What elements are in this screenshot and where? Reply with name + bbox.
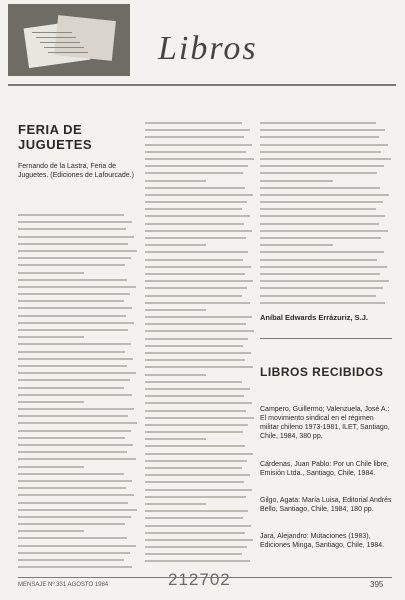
page-number: 395 bbox=[370, 580, 384, 589]
text-line bbox=[145, 273, 245, 275]
text-line bbox=[145, 266, 251, 268]
text-line bbox=[145, 510, 248, 512]
text-line bbox=[145, 259, 243, 261]
text-line bbox=[145, 410, 246, 412]
text-line bbox=[145, 388, 250, 390]
book-entry: Gilgo, Agata: María Luisa, Editorial Andrés Bello, Santiago, Chile, 1984, 180 pp. bbox=[260, 497, 392, 513]
text-line bbox=[145, 560, 250, 562]
text-line bbox=[145, 215, 250, 217]
text-line bbox=[18, 566, 132, 568]
text-line bbox=[18, 466, 84, 468]
text-line bbox=[145, 295, 242, 297]
text-line bbox=[18, 480, 132, 482]
text-line bbox=[145, 496, 246, 498]
decor-line bbox=[44, 47, 84, 48]
text-line bbox=[18, 286, 136, 288]
text-line bbox=[18, 351, 125, 353]
text-line bbox=[145, 431, 243, 433]
article-credit: Fernando de la Lastra, Feria de Juguetes. (Ediciones de Lafourcade.) bbox=[18, 163, 134, 179]
text-line bbox=[145, 158, 254, 160]
text-line bbox=[145, 395, 244, 397]
text-line bbox=[145, 445, 245, 447]
text-line bbox=[145, 208, 242, 210]
text-line bbox=[260, 280, 389, 282]
text-line bbox=[145, 280, 253, 282]
decor-line bbox=[48, 52, 88, 53]
text-line bbox=[145, 481, 244, 483]
text-line bbox=[18, 236, 134, 238]
text-line bbox=[18, 329, 128, 331]
text-line bbox=[145, 402, 252, 404]
text-line bbox=[260, 180, 333, 182]
text-line bbox=[145, 237, 246, 239]
footer-issue: MENSAJE Nº 331 AGOSTO 1984 bbox=[18, 582, 109, 588]
decor-line bbox=[40, 42, 80, 43]
text-line bbox=[145, 474, 250, 476]
article-column-3 bbox=[260, 122, 392, 309]
text-line bbox=[260, 201, 383, 203]
book-entry: Cárdenas, Juan Pablo: Por un Chile libre, Emisión Ltda., Santiago, Chile, 1984. bbox=[260, 461, 389, 477]
text-line bbox=[18, 372, 136, 374]
text-line bbox=[145, 172, 243, 174]
text-line bbox=[18, 422, 137, 424]
text-line bbox=[18, 552, 130, 554]
text-line bbox=[145, 323, 246, 325]
text-line bbox=[18, 379, 130, 381]
text-line bbox=[145, 359, 245, 361]
text-line bbox=[18, 228, 126, 230]
recibidos-title: LIBROS RECIBIDOS bbox=[260, 365, 384, 379]
text-line bbox=[260, 266, 387, 268]
text-line bbox=[18, 243, 128, 245]
section-title: Libros bbox=[158, 30, 258, 67]
text-line bbox=[145, 187, 245, 189]
text-line bbox=[18, 494, 134, 496]
text-line bbox=[145, 287, 247, 289]
text-line bbox=[18, 272, 84, 274]
text-line bbox=[145, 345, 243, 347]
text-line bbox=[145, 338, 248, 340]
text-line bbox=[18, 458, 136, 460]
text-line bbox=[18, 473, 124, 475]
text-line bbox=[18, 214, 124, 216]
text-line bbox=[145, 302, 250, 304]
text-line bbox=[18, 387, 124, 389]
text-line bbox=[260, 295, 376, 297]
text-line bbox=[18, 523, 125, 525]
text-line bbox=[145, 381, 242, 383]
text-line bbox=[260, 136, 379, 138]
text-line bbox=[145, 546, 247, 548]
text-line bbox=[145, 330, 254, 332]
text-line bbox=[145, 165, 248, 167]
book-shape bbox=[54, 15, 116, 61]
text-line bbox=[260, 208, 376, 210]
text-line bbox=[260, 302, 385, 304]
text-line bbox=[145, 122, 242, 124]
book-entry: Jara, Alejandro: Mutaciones (1983), Ediciones Minga, Santiago, Chile, 1984. bbox=[260, 533, 385, 549]
text-line bbox=[18, 336, 84, 338]
text-line bbox=[18, 516, 131, 518]
text-line bbox=[145, 129, 250, 131]
text-line bbox=[145, 467, 242, 469]
article-column-1 bbox=[18, 214, 138, 573]
text-line bbox=[18, 437, 125, 439]
text-line bbox=[145, 309, 206, 311]
header-books-image bbox=[8, 4, 130, 76]
text-line bbox=[260, 158, 391, 160]
text-line bbox=[145, 180, 206, 182]
text-line bbox=[145, 553, 242, 555]
text-line bbox=[18, 430, 131, 432]
text-line bbox=[18, 408, 134, 410]
text-line bbox=[145, 194, 253, 196]
text-line bbox=[145, 532, 245, 534]
text-line bbox=[18, 322, 134, 324]
text-line bbox=[145, 136, 244, 138]
text-line bbox=[145, 438, 206, 440]
text-line bbox=[145, 525, 251, 527]
text-line bbox=[260, 165, 384, 167]
text-line bbox=[18, 279, 127, 281]
text-line bbox=[18, 559, 124, 561]
text-line bbox=[260, 122, 376, 124]
text-line bbox=[260, 244, 333, 246]
text-line bbox=[145, 151, 246, 153]
text-line bbox=[260, 194, 389, 196]
text-line bbox=[260, 230, 388, 232]
text-line bbox=[145, 453, 253, 455]
article-column-2 bbox=[145, 122, 255, 568]
text-line bbox=[18, 530, 84, 532]
text-line bbox=[18, 221, 132, 223]
text-line bbox=[145, 223, 244, 225]
text-line bbox=[145, 503, 206, 505]
text-line bbox=[18, 315, 126, 317]
text-line bbox=[18, 444, 133, 446]
text-line bbox=[18, 394, 132, 396]
text-line bbox=[18, 257, 131, 259]
text-line bbox=[18, 300, 124, 302]
text-line bbox=[145, 424, 248, 426]
text-line bbox=[260, 129, 385, 131]
text-line bbox=[145, 374, 206, 376]
text-line bbox=[260, 151, 381, 153]
text-line bbox=[260, 223, 379, 225]
text-line bbox=[260, 287, 383, 289]
text-line bbox=[145, 251, 248, 253]
text-line bbox=[145, 366, 253, 368]
text-line bbox=[260, 215, 385, 217]
text-line bbox=[18, 487, 126, 489]
text-line bbox=[145, 539, 253, 541]
text-line bbox=[260, 172, 377, 174]
text-line bbox=[260, 237, 381, 239]
text-line bbox=[145, 316, 252, 318]
text-line bbox=[18, 401, 84, 403]
text-line bbox=[145, 230, 252, 232]
article-title: FERIA DE JUGUETES bbox=[18, 122, 93, 152]
text-line bbox=[145, 417, 254, 419]
text-line bbox=[18, 293, 130, 295]
text-line bbox=[18, 545, 136, 547]
text-line bbox=[18, 537, 127, 539]
text-line bbox=[145, 352, 251, 354]
text-line bbox=[18, 343, 131, 345]
decor-line bbox=[32, 32, 72, 33]
archive-stamp: 212702 bbox=[168, 570, 231, 589]
article-author: Aníbal Edwards Errázuriz, S.J. bbox=[260, 313, 368, 322]
text-line bbox=[145, 201, 247, 203]
text-line bbox=[18, 509, 137, 511]
text-line bbox=[260, 273, 380, 275]
book-entry: Campero, Guillermo; Valenzuela, José A.: El movimiento sindical en el régimen militar chileno 1973-1981, ILET, Santiago, Chile, 1984, 380 pp. bbox=[260, 406, 390, 440]
recibidos-rule bbox=[260, 338, 392, 339]
header-rule bbox=[8, 84, 396, 86]
text-line bbox=[18, 307, 132, 309]
text-line bbox=[18, 358, 133, 360]
text-line bbox=[260, 259, 377, 261]
text-line bbox=[18, 451, 127, 453]
decor-line bbox=[36, 37, 76, 38]
text-line bbox=[18, 415, 128, 417]
text-line bbox=[260, 144, 388, 146]
text-line bbox=[260, 251, 384, 253]
text-line bbox=[145, 460, 247, 462]
text-line bbox=[18, 250, 137, 252]
text-line bbox=[145, 489, 252, 491]
text-line bbox=[145, 144, 252, 146]
text-line bbox=[18, 365, 127, 367]
text-line bbox=[145, 517, 243, 519]
text-line bbox=[145, 244, 206, 246]
text-line bbox=[260, 187, 380, 189]
text-line bbox=[18, 502, 128, 504]
text-line bbox=[18, 264, 125, 266]
